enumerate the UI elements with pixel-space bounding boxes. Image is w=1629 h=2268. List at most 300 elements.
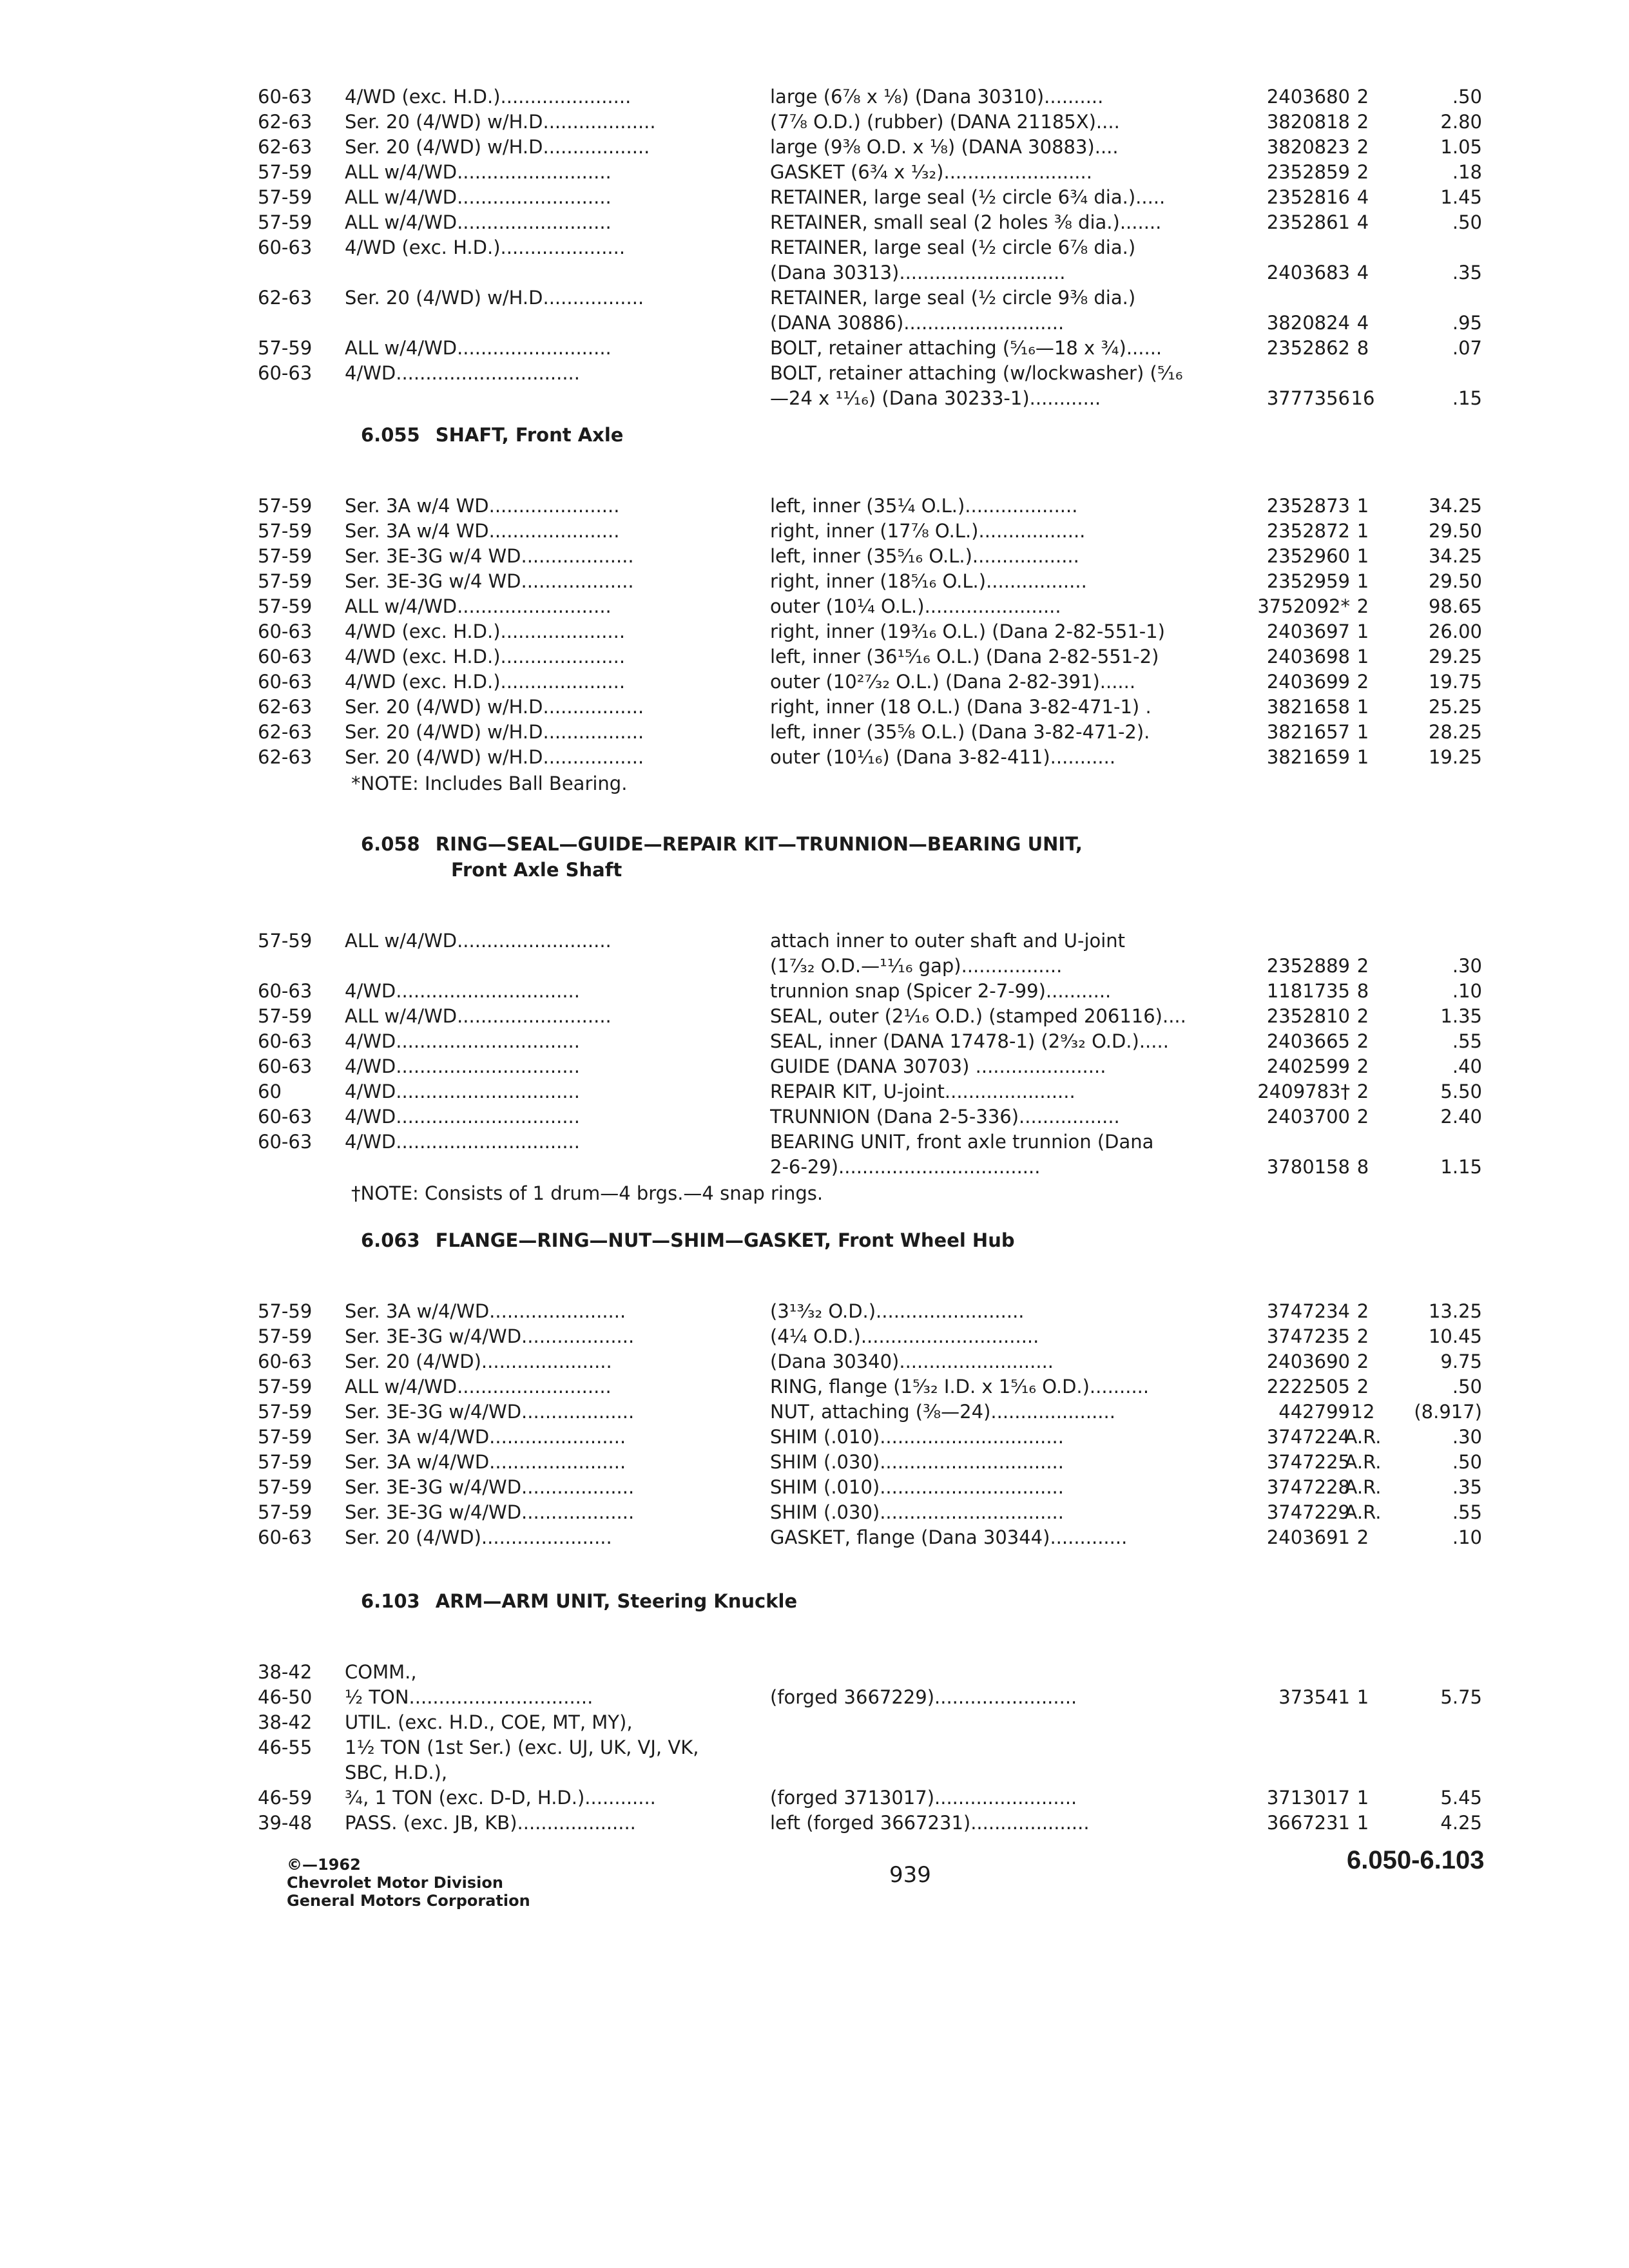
cell-desc: RETAINER, large seal (½ circle 6⅞ dia.) — [770, 236, 1136, 258]
cell-year: 39-48 — [258, 1812, 313, 1834]
cell-qty: 2 — [1356, 1030, 1369, 1052]
parts-row — [258, 360, 1482, 386]
cell-part: 442799 — [1278, 1401, 1350, 1423]
cell-model: Ser. 20 (4/WD) w/H.D................. — [345, 721, 644, 743]
cell-price: 28.25 — [1428, 721, 1482, 743]
cell-price: 5.75 — [1440, 1686, 1482, 1708]
cell-model: ALL w/4/WD.......................... — [345, 1005, 612, 1027]
cell-year: 38-42 — [258, 1711, 313, 1733]
cell-qty: 2 — [1356, 1325, 1369, 1347]
cell-year: 60-63 — [258, 620, 313, 642]
cell-price: .40 — [1452, 1055, 1482, 1077]
cell-part: 2403691 — [1266, 1526, 1350, 1548]
cell-price: 98.65 — [1428, 595, 1482, 617]
cell-year: 62-63 — [258, 136, 313, 158]
cell-year: 60 — [258, 1081, 282, 1102]
cell-year: 46-50 — [258, 1686, 313, 1708]
section-title: FLANGE—RING—NUT—SHIM—GASKET, Front Wheel Hub — [435, 1229, 1015, 1251]
cell-price: 2.80 — [1440, 111, 1482, 133]
cell-part: 1181735 — [1266, 980, 1350, 1002]
cell-desc: REPAIR KIT, U-joint...................... — [770, 1081, 1075, 1102]
page-number: 939 — [889, 1862, 931, 1888]
cell-model: ½ TON............................... — [345, 1686, 593, 1708]
cell-part: 3820823 — [1266, 136, 1350, 158]
copyright-block — [287, 1856, 530, 1910]
cell-model: ALL w/4/WD.......................... — [345, 337, 612, 359]
cell-model: 4/WD............................... — [345, 1106, 580, 1128]
cell-desc: RETAINER, large seal (½ circle 9⅜ dia.) — [770, 287, 1136, 309]
cell-price: 10.45 — [1428, 1325, 1482, 1347]
cell-year: 57-59 — [258, 1401, 313, 1423]
cell-desc: (3¹³⁄₃₂ O.D.)......................... — [770, 1300, 1025, 1322]
cell-model: Ser. 20 (4/WD) w/H.D................. — [345, 696, 644, 718]
cell-part: 373541 — [1278, 1686, 1350, 1708]
parts-row — [258, 260, 1482, 285]
cell-qty: 16 — [1351, 387, 1375, 409]
cell-price: 1.15 — [1440, 1156, 1482, 1178]
cell-model: PASS. (exc. JB, KB).................... — [345, 1812, 636, 1834]
cell-year: 57-59 — [258, 211, 313, 233]
cell-part: 2352959 — [1266, 570, 1350, 592]
cell-desc: RING, flange (1⁵⁄₃₂ I.D. x 1⁵⁄₁₆ O.D.).......... — [770, 1376, 1150, 1398]
parts-row — [258, 1104, 1482, 1129]
cell-desc: 2-6-29).................................. — [770, 1156, 1041, 1178]
cell-price: .50 — [1452, 1451, 1482, 1473]
section-note: *NOTE: Includes Ball Bearing. — [351, 773, 628, 794]
section-number: 6.103 — [361, 1590, 420, 1612]
cell-year: 57-59 — [258, 337, 313, 359]
cell-model: 4/WD (exc. H.D.)..................... — [345, 236, 626, 258]
cell-year: 57-59 — [258, 570, 313, 592]
cell-qty: 2 — [1356, 595, 1369, 617]
parts-row — [258, 719, 1482, 745]
cell-part: 2403680 — [1266, 86, 1350, 108]
parts-row — [258, 1374, 1482, 1399]
cell-part: 3821658 — [1266, 696, 1350, 718]
cell-year: 57-59 — [258, 1476, 313, 1498]
cell-year: 60-63 — [258, 1030, 313, 1052]
parts-row — [258, 1053, 1482, 1079]
cell-part: 3821659 — [1266, 746, 1350, 768]
parts-row — [258, 1499, 1482, 1525]
cell-model: 4/WD (exc. H.D.)..................... — [345, 671, 626, 693]
parts-row — [258, 568, 1482, 594]
cell-model: ALL w/4/WD.......................... — [345, 186, 612, 208]
cell-desc: —24 x ¹¹⁄₁₆) (Dana 30233-1)............ — [770, 387, 1101, 409]
cell-part: 3820818 — [1266, 111, 1350, 133]
cell-desc: NUT, attaching (⅜—24)..................... — [770, 1401, 1115, 1423]
cell-price: .55 — [1452, 1030, 1482, 1052]
cell-model: ALL w/4/WD.......................... — [345, 930, 612, 952]
cell-desc: (forged 3713017)........................ — [770, 1787, 1077, 1809]
cell-desc: (7⅞ O.D.) (rubber) (DANA 21185X).... — [770, 111, 1120, 133]
cell-desc: BOLT, retainer attaching (⁵⁄₁₆—18 x ¾)...... — [770, 337, 1162, 359]
cell-qty: 4 — [1356, 312, 1369, 334]
cell-qty: 2 — [1356, 1055, 1369, 1077]
cell-part: 2409783† — [1257, 1081, 1350, 1102]
cell-desc: TRUNNION (Dana 2-5-336)................. — [770, 1106, 1120, 1128]
cell-part: 3821657 — [1266, 721, 1350, 743]
cell-year: 57-59 — [258, 1451, 313, 1473]
cell-year: 57-59 — [258, 495, 313, 517]
cell-qty: 2 — [1356, 1526, 1369, 1548]
cell-year: 60-63 — [258, 86, 313, 108]
parts-row — [258, 385, 1482, 411]
cell-part: 3747225 — [1266, 1451, 1350, 1473]
parts-row — [258, 1659, 1482, 1685]
cell-desc: SEAL, inner (DANA 17478-1) (2⁹⁄₃₂ O.D.)..... — [770, 1030, 1169, 1052]
section-title-continued: Front Axle Shaft — [451, 859, 622, 881]
parts-row — [258, 928, 1482, 954]
cell-qty: 1 — [1356, 696, 1369, 718]
cell-model: Ser. 20 (4/WD)...................... — [345, 1526, 612, 1548]
cell-desc: RETAINER, large seal (½ circle 6¾ dia.)..... — [770, 186, 1166, 208]
cell-desc: (DANA 30886)........................... — [770, 312, 1065, 334]
parts-row — [258, 1349, 1482, 1374]
parts-row — [258, 310, 1482, 336]
cell-year: 57-59 — [258, 1426, 313, 1448]
cell-desc: GUIDE (DANA 30703) ...................... — [770, 1055, 1106, 1077]
section-range: 6.050-6.103 — [1347, 1846, 1485, 1874]
parts-row — [258, 593, 1482, 619]
section-heading — [361, 831, 1083, 857]
cell-part: 2352859 — [1266, 161, 1350, 183]
cell-price: .50 — [1452, 211, 1482, 233]
cell-year: 60-63 — [258, 980, 313, 1002]
cell-model: Ser. 3E-3G w/4/WD................... — [345, 1401, 635, 1423]
cell-price: .50 — [1452, 1376, 1482, 1398]
cell-model: COMM., — [345, 1661, 417, 1683]
parts-row — [258, 335, 1482, 361]
cell-desc: RETAINER, small seal (2 holes ⅜ dia.)....... — [770, 211, 1162, 233]
cell-desc: left, inner (35⁵⁄₁₆ O.L.).................. — [770, 545, 1079, 567]
cell-price: 19.75 — [1428, 671, 1482, 693]
section-note: †NOTE: Consists of 1 drum—4 brgs.—4 snap rings. — [351, 1182, 824, 1204]
cell-qty: 1 — [1356, 1787, 1369, 1809]
cell-model: Ser. 3A w/4/WD....................... — [345, 1300, 626, 1322]
cell-model: SBC, H.D.), — [345, 1762, 448, 1783]
cell-qty: 2 — [1356, 1005, 1369, 1027]
cell-year: 57-59 — [258, 1501, 313, 1523]
cell-year: 62-63 — [258, 721, 313, 743]
cell-price: 13.25 — [1428, 1300, 1482, 1322]
cell-year: 46-55 — [258, 1736, 313, 1758]
cell-part: 2352960 — [1266, 545, 1350, 567]
cell-part: 3747228 — [1266, 1476, 1350, 1498]
cell-desc: right, inner (18 O.L.) (Dana 3-82-471-1) . — [770, 696, 1152, 718]
cell-price: .50 — [1452, 86, 1482, 108]
cell-model: 4/WD (exc. H.D.)..................... — [345, 620, 626, 642]
cell-price: 29.25 — [1428, 646, 1482, 668]
cell-year: 57-59 — [258, 186, 313, 208]
parts-row — [258, 1760, 1482, 1785]
section-title: SHAFT, Front Axle — [435, 424, 624, 446]
cell-price: .18 — [1452, 161, 1482, 183]
parts-row — [258, 1424, 1482, 1450]
parts-row — [258, 1735, 1482, 1760]
cell-qty: A.R. — [1344, 1426, 1382, 1448]
parts-row — [258, 1003, 1482, 1029]
cell-desc: outer (10¹⁄₁₆) (Dana 3-82-411)........... — [770, 746, 1116, 768]
cell-part: 2403700 — [1266, 1106, 1350, 1128]
cell-part: 2352861 — [1266, 211, 1350, 233]
cell-qty: 1 — [1356, 620, 1369, 642]
cell-model: ALL w/4/WD.......................... — [345, 161, 612, 183]
cell-qty: A.R. — [1344, 1476, 1382, 1498]
cell-year: 38-42 — [258, 1661, 313, 1683]
cell-model: Ser. 20 (4/WD)...................... — [345, 1350, 612, 1372]
parts-row — [258, 1129, 1482, 1155]
parts-row — [258, 1298, 1482, 1324]
cell-qty: 2 — [1356, 161, 1369, 183]
cell-price: .30 — [1452, 955, 1482, 977]
cell-part: 2222505 — [1266, 1376, 1350, 1398]
cell-part: 2352810 — [1266, 1005, 1350, 1027]
cell-part: 2403683 — [1266, 262, 1350, 284]
cell-part: 3747224 — [1266, 1426, 1350, 1448]
cell-qty: 2 — [1356, 86, 1369, 108]
parts-row — [258, 644, 1482, 669]
cell-price: 9.75 — [1440, 1350, 1482, 1372]
cell-price: .95 — [1452, 312, 1482, 334]
cell-price: 34.25 — [1428, 495, 1482, 517]
cell-model: 4/WD............................... — [345, 362, 580, 384]
cell-qty: 4 — [1356, 262, 1369, 284]
cell-year: 57-59 — [258, 1300, 313, 1322]
cell-qty: 1 — [1356, 520, 1369, 542]
cell-qty: 1 — [1356, 721, 1369, 743]
cell-model: Ser. 20 (4/WD) w/H.D................. — [345, 287, 644, 309]
parts-row — [258, 694, 1482, 720]
cell-qty: 1 — [1356, 545, 1369, 567]
cell-year: 57-59 — [258, 930, 313, 952]
parts-row — [258, 518, 1482, 544]
cell-year: 60-63 — [258, 1350, 313, 1372]
cell-year: 60-63 — [258, 1526, 313, 1548]
cell-model: ALL w/4/WD.......................... — [345, 211, 612, 233]
parts-row — [258, 1028, 1482, 1054]
cell-year: 57-59 — [258, 520, 313, 542]
cell-part: 2352872 — [1266, 520, 1350, 542]
cell-part: 3747235 — [1266, 1325, 1350, 1347]
cell-price: .35 — [1452, 1476, 1482, 1498]
cell-price: 1.05 — [1440, 136, 1482, 158]
cell-desc: SHIM (.010)............................... — [770, 1426, 1064, 1448]
cell-qty: 4 — [1356, 211, 1369, 233]
cell-qty: A.R. — [1344, 1451, 1382, 1473]
cell-desc: (4¼ O.D.).............................. — [770, 1325, 1039, 1347]
parts-row — [258, 1810, 1482, 1836]
cell-desc: left, inner (35¼ O.L.)................... — [770, 495, 1078, 517]
cell-model: 4/WD (exc. H.D.)..................... — [345, 646, 626, 668]
parts-row — [258, 109, 1482, 135]
cell-price: (8.917) — [1414, 1401, 1482, 1423]
cell-desc: right, inner (19³⁄₁₆ O.L.) (Dana 2-82-551-1) — [770, 620, 1165, 642]
cell-part: 2403690 — [1266, 1350, 1350, 1372]
cell-part: 3713017 — [1266, 1787, 1350, 1809]
cell-model: Ser. 3E-3G w/4/WD................... — [345, 1325, 635, 1347]
cell-desc: left, inner (36¹⁵⁄₁₆ O.L.) (Dana 2-82-551-2) — [770, 646, 1159, 668]
cell-price: .30 — [1452, 1426, 1482, 1448]
section-title: ARM—ARM UNIT, Steering Knuckle — [435, 1590, 798, 1612]
cell-qty: 8 — [1356, 980, 1369, 1002]
cell-qty: 2 — [1356, 111, 1369, 133]
section-heading — [361, 1588, 797, 1614]
cell-desc: SHIM (.010)............................... — [770, 1476, 1064, 1498]
cell-qty: 2 — [1356, 1106, 1369, 1128]
cell-year: 60-63 — [258, 646, 313, 668]
cell-model: Ser. 3E-3G w/4/WD................... — [345, 1476, 635, 1498]
cell-model: Ser. 3A w/4/WD....................... — [345, 1426, 626, 1448]
cell-desc: trunnion snap (Spicer 2-7-99)........... — [770, 980, 1112, 1002]
parts-row — [258, 285, 1482, 311]
cell-desc: (Dana 30313)............................ — [770, 262, 1066, 284]
cell-price: 29.50 — [1428, 570, 1482, 592]
cell-model: ALL w/4/WD.......................... — [345, 1376, 612, 1398]
cell-part: 2403697 — [1266, 620, 1350, 642]
parts-row — [258, 184, 1482, 210]
parts-row — [258, 978, 1482, 1004]
cell-qty: 1 — [1356, 570, 1369, 592]
cell-model: Ser. 20 (4/WD) w/H.D................... — [345, 111, 656, 133]
cell-price: 1.35 — [1440, 1005, 1482, 1027]
cell-price: .35 — [1452, 262, 1482, 284]
parts-row — [258, 209, 1482, 235]
cell-price: .55 — [1452, 1501, 1482, 1523]
parts-row — [258, 1079, 1482, 1104]
parts-row — [258, 1524, 1482, 1550]
parts-row — [258, 953, 1482, 979]
cell-model: 4/WD (exc. H.D.)...................... — [345, 86, 631, 108]
cell-part: 3667231 — [1266, 1812, 1350, 1834]
cell-part: 2402599 — [1266, 1055, 1350, 1077]
cell-model: 4/WD............................... — [345, 1055, 580, 1077]
cell-qty: 1 — [1356, 646, 1369, 668]
cell-year: 46-59 — [258, 1787, 313, 1809]
cell-year: 57-59 — [258, 1376, 313, 1398]
cell-qty: 2 — [1356, 955, 1369, 977]
cell-model: Ser. 3A w/4 WD...................... — [345, 520, 620, 542]
cell-year: 62-63 — [258, 746, 313, 768]
cell-model: ALL w/4/WD.......................... — [345, 595, 612, 617]
cell-part: 2403665 — [1266, 1030, 1350, 1052]
cell-model: Ser. 20 (4/WD) w/H.D................. — [345, 746, 644, 768]
cell-qty: 1 — [1356, 1686, 1369, 1708]
cell-qty: 2 — [1356, 1081, 1369, 1102]
cell-year: 60-63 — [258, 671, 313, 693]
cell-qty: 2 — [1356, 671, 1369, 693]
parts-row — [258, 134, 1482, 160]
cell-desc: right, inner (18⁵⁄₁₆ O.L.)................. — [770, 570, 1087, 592]
parts-row — [258, 1474, 1482, 1500]
cell-price: 4.25 — [1440, 1812, 1482, 1834]
cell-model: 4/WD............................... — [345, 1131, 580, 1153]
cell-qty: 8 — [1356, 1156, 1369, 1178]
cell-desc: BEARING UNIT, front axle trunnion (Dana — [770, 1131, 1154, 1153]
cell-desc: left, inner (35⅝ O.L.) (Dana 3-82-471-2). — [770, 721, 1150, 743]
cell-model: Ser. 3E-3G w/4 WD................... — [345, 545, 634, 567]
cell-price: 5.45 — [1440, 1787, 1482, 1809]
section-number: 6.055 — [361, 424, 420, 446]
cell-qty: 2 — [1356, 136, 1369, 158]
cell-price: 25.25 — [1428, 696, 1482, 718]
cell-year: 62-63 — [258, 111, 313, 133]
cell-qty: 8 — [1356, 337, 1369, 359]
cell-part: 2352816 — [1266, 186, 1350, 208]
cell-desc: GASKET (6¾ x ¹⁄₃₂)......................... — [770, 161, 1092, 183]
cell-part: 2352873 — [1266, 495, 1350, 517]
cell-year: 57-59 — [258, 545, 313, 567]
cell-price: .07 — [1452, 337, 1482, 359]
cell-qty: 2 — [1356, 1300, 1369, 1322]
cell-model: 4/WD............................... — [345, 980, 580, 1002]
cell-desc: GASKET, flange (Dana 30344)............. — [770, 1526, 1128, 1548]
parts-row — [258, 1323, 1482, 1349]
cell-year: 62-63 — [258, 287, 313, 309]
cell-model: Ser. 20 (4/WD) w/H.D.................. — [345, 136, 650, 158]
cell-part: 3747229 — [1266, 1501, 1350, 1523]
cell-model: Ser. 3A w/4 WD...................... — [345, 495, 620, 517]
section-number: 6.058 — [361, 833, 420, 855]
cell-year: 60-63 — [258, 1055, 313, 1077]
parts-row — [258, 1785, 1482, 1811]
parts-row — [258, 744, 1482, 770]
parts-row — [258, 159, 1482, 185]
cell-qty: 4 — [1356, 186, 1369, 208]
cell-model: Ser. 3E-3G w/4/WD................... — [345, 1501, 635, 1523]
cell-desc: attach inner to outer shaft and U-joint — [770, 930, 1126, 952]
cell-year: 60-63 — [258, 362, 313, 384]
cell-price: .10 — [1452, 980, 1482, 1002]
cell-year: 60-63 — [258, 236, 313, 258]
cell-qty: 2 — [1356, 1376, 1369, 1398]
cell-desc: right, inner (17⅞ O.L.).................. — [770, 520, 1086, 542]
cell-desc: outer (10¼ O.L.)....................... — [770, 595, 1061, 617]
cell-price: 1.45 — [1440, 186, 1482, 208]
cell-model: 1½ TON (1st Ser.) (exc. UJ, UK, VJ, VK, — [345, 1736, 699, 1758]
cell-part: 2352889 — [1266, 955, 1350, 977]
section-heading — [361, 422, 623, 448]
cell-part: 2403698 — [1266, 646, 1350, 668]
parts-row — [258, 669, 1482, 695]
cell-price: 5.50 — [1440, 1081, 1482, 1102]
cell-qty: 1 — [1356, 495, 1369, 517]
parts-row — [258, 1684, 1482, 1710]
cell-model: Ser. 3E-3G w/4 WD................... — [345, 570, 634, 592]
cell-desc: (Dana 30340).......................... — [770, 1350, 1054, 1372]
cell-price: 19.25 — [1428, 746, 1482, 768]
cell-qty: A.R. — [1344, 1501, 1382, 1523]
parts-row — [258, 1709, 1482, 1735]
parts-row — [258, 1154, 1482, 1180]
copyright-year: ©—1962 — [287, 1856, 361, 1874]
cell-price: .10 — [1452, 1526, 1482, 1548]
cell-price: 29.50 — [1428, 520, 1482, 542]
parts-row — [258, 235, 1482, 260]
cell-price: .15 — [1452, 387, 1482, 409]
cell-year: 60-63 — [258, 1106, 313, 1128]
section-title: RING—SEAL—GUIDE—REPAIR KIT—TRUNNION—BEARING UNIT, — [435, 833, 1083, 855]
cell-qty: 1 — [1356, 1812, 1369, 1834]
parts-row — [258, 84, 1482, 110]
cell-year: 62-63 — [258, 696, 313, 718]
cell-desc: large (9⅜ O.D. x ⅛) (DANA 30883).... — [770, 136, 1119, 158]
cell-part: 3752092* — [1257, 595, 1350, 617]
cell-qty: 2 — [1356, 1350, 1369, 1372]
section-heading — [361, 1227, 1015, 1253]
cell-desc: large (6⅞ x ⅛) (Dana 30310).......... — [770, 86, 1104, 108]
section-number: 6.063 — [361, 1229, 420, 1251]
